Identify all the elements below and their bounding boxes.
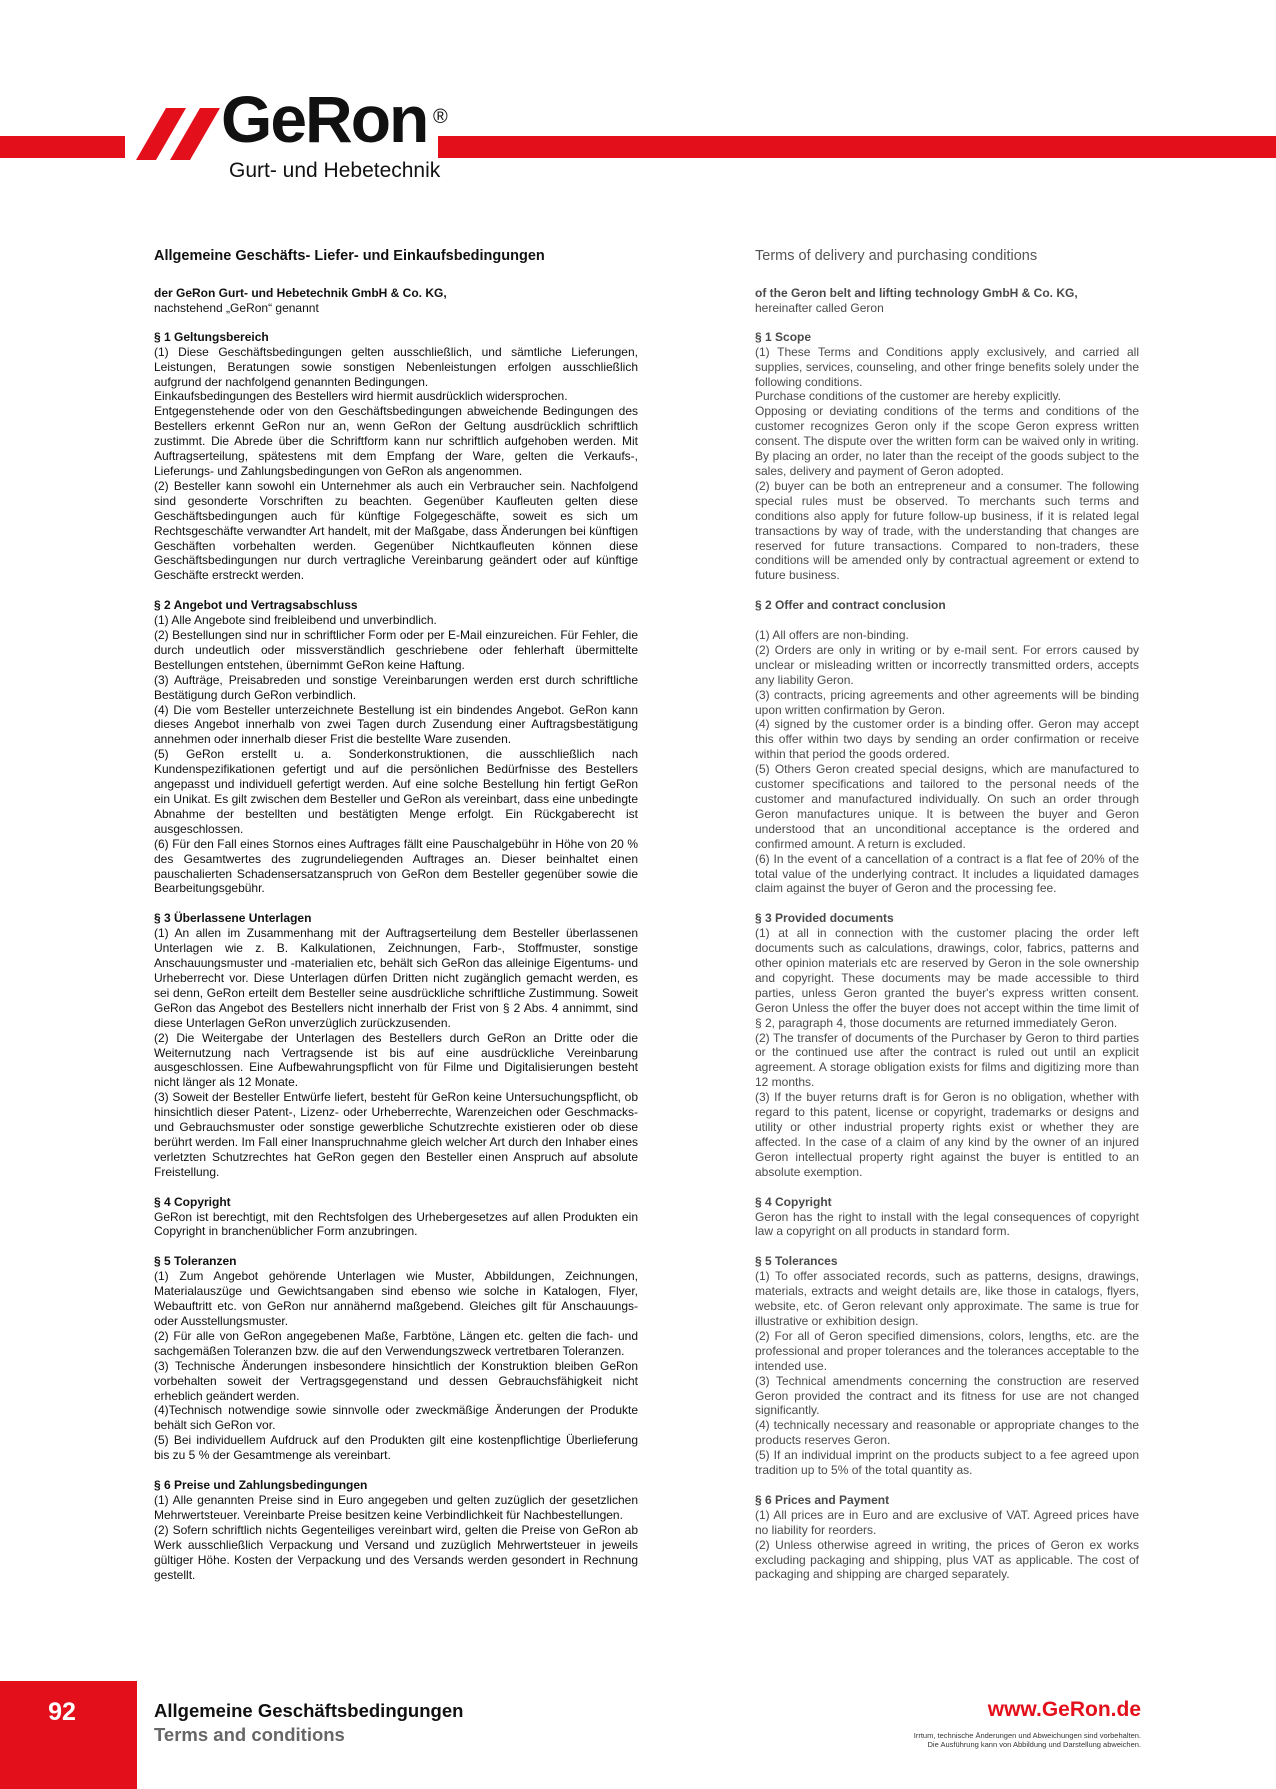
disclaimer-line-1: Irrtum, technische Änderungen und Abweichungen sind vorbehalten.: [913, 1731, 1141, 1740]
section-paragraph: (4) signed by the customer order is a binding offer. Geron may accept this offer within two days by sending an order confirmation or receive within that period the goods ordered.: [755, 717, 1139, 762]
german-intro-company: der GeRon Gurt- und Hebetechnik GmbH & Co. KG,: [154, 286, 447, 300]
english-intro-company: of the Geron belt and lifting technology GmbH & Co. KG,: [755, 286, 1078, 300]
section-paragraph: (2) Bestellungen sind nur in schriftlicher Form oder per E-Mail einzureichen. Für Fehler, die durch undeutlich oder missverständlich geschriebene oder fehlerhaft übermittelte Bestellungen entstehen, übernimmt GeRon keine Haftung.: [154, 628, 638, 672]
section-heading: § 2 Offer and contract conclusion: [755, 598, 946, 613]
section-heading: § 4 Copyright: [154, 1194, 231, 1209]
section-heading: § 6 Preise und Zahlungsbedingungen: [154, 1478, 368, 1493]
section-paragraph: (2) Besteller kann sowohl ein Unternehmer als auch ein Verbraucher sein. Nachfolgend sind gesonderte Vorschriften zu beachten. Gegenüber Kaufleuten gelten diese Geschäftsbedingungen auch für künftige Folgegeschäfte, soweit es sich um Rechtsgeschäfte verwandter Art handelt, mit der Maßgabe, dass Änderungen bei künftigen Geschäften vorbehalten werden. Gegenüber Nichtkaufleuten können diese Geschäftsbedingungen nur durch vertragliche Vereinbarung geändert oder auf künftige Geschäfte erstreckt werden.: [154, 478, 638, 583]
section-paragraph: (2) Orders are only in writing or by e-mail sent. For errors caused by unclear or misleading written or incorrectly transmitted orders, accepts any liability Geron.: [755, 642, 1139, 687]
section-heading: § 6 Prices and Payment: [755, 1492, 890, 1507]
footer-subtitle: Terms and conditions: [154, 1724, 345, 1745]
website-link[interactable]: www.GeRon.de: [987, 1698, 1141, 1721]
section-paragraph: (4)Technisch notwendige sowie sinnvolle oder zweckmäßige Änderungen der Produkte behält sich GeRon vor.: [154, 1403, 638, 1433]
section-heading: § 1 Geltungsbereich: [154, 329, 269, 344]
german-title: Allgemeine Geschäfts- Liefer- und Einkaufsbedingungen: [154, 248, 545, 264]
section: [154, 1478, 638, 1582]
section: [154, 1254, 638, 1463]
section-paragraph: (1) All prices are in Euro and are exclusive of VAT. Agreed prices have no liability for reorders.: [755, 1507, 1139, 1537]
section-paragraph: [755, 613, 1139, 628]
section-heading: § 4 Copyright: [755, 1194, 832, 1209]
section-paragraph: (1) To offer associated records, such as patterns, designs, drawings, materials, extracts and weight details are, like those in catalogs, flyers, website, etc. of Geron relevant only approximate. The same is true for illustrative or exhibition design.: [755, 1269, 1139, 1328]
section: [154, 598, 638, 896]
logo-slashes-icon: [118, 108, 228, 160]
section: [755, 1493, 1139, 1582]
section-paragraph: Entgegenstehende oder von den Geschäftsbedingungen abweichende Bedingungen des Bestellers erkennt GeRon nur an, wenn GeRon der Geltung ausdrücklich schriftlich zustimmt. Die Abrede über die Schriftform kann nur schriftlich aufgehoben werden. Mit Auftragserteilung, spätestens mit dem Empfang der Ware, gelten die Verkaufs-, Lieferungs- und Zahlungsbedingungen von GeRon als angenommen.: [154, 404, 638, 478]
section-paragraph: (5) If an individual imprint on the products subject to a fee agreed upon tradition up to 5% of the total quantity as.: [755, 1448, 1139, 1478]
page-number: 92: [48, 1698, 76, 1726]
logo-registered-mark: ®: [433, 106, 448, 128]
section: [755, 330, 1139, 583]
header-red-bar-left: [0, 136, 125, 158]
german-intro-alias: nachstehend „GeRon“ genannt: [154, 300, 319, 315]
english-sections: [755, 330, 1139, 1583]
section: [154, 330, 638, 583]
section-paragraph: (4) technically necessary and reasonable or appropriate changes to the products reserves Geron.: [755, 1418, 1139, 1448]
section: [755, 911, 1139, 1179]
section-paragraph: Einkaufsbedingungen des Bestellers wird hiermit ausdrücklich widersprochen.: [154, 389, 568, 404]
section-paragraph: (2) Für alle von GeRon angegebenen Maße, Farbtöne, Längen etc. gelten die fach- und sachgemäßen Toleranzen bzw. die auf den Verwendungszweck vertretbaren Toleranzen.: [154, 1328, 638, 1358]
section: [154, 911, 638, 1179]
section-paragraph: (3) Aufträge, Preisabreden und sonstige Vereinbarungen werden erst durch schriftliche Bestätigung durch GeRon verbindlich.: [154, 672, 638, 702]
section-heading: § 5 Toleranzen: [154, 1254, 237, 1269]
section: [755, 598, 1139, 896]
german-column: [154, 247, 638, 1597]
english-intro-alias: hereinafter called Geron: [755, 300, 884, 315]
english-title: Terms of delivery and purchasing conditions: [755, 248, 1038, 264]
section-paragraph: (1) Alle genannten Preise sind in Euro angegeben und gelten zuzüglich der gesetzlichen Mehrwertsteuer. Vereinbarte Preise besitzen keine Verbindlichkeit für Nachbestellungen.: [154, 1492, 638, 1522]
section-paragraph: (2) The transfer of documents of the Purchaser by Geron to third parties or the continued use after the contract is ruled out until an explicit agreement. A storage obligation exists for films and digitizing more than 12 months.: [755, 1030, 1139, 1090]
section-paragraph: (4) Die vom Besteller unterzeichnete Bestellung ist ein bindendes Angebot. GeRon kann dieses Angebot innerhalb von zwei Tagen durch Zusendung einer Auftragsbestätigung annehmen oder innerhalb dieser Frist die bestellte Ware zusenden.: [154, 702, 638, 747]
footer-title: Allgemeine Geschäftsbedingungen: [154, 1700, 464, 1721]
section-paragraph: (3) Technical amendments concerning the construction are reserved Geron provided the contract and its fitness for use are not changed significantly.: [755, 1373, 1139, 1418]
section-paragraph: (1) All offers are non-binding.: [755, 628, 909, 643]
section-paragraph: (2) For all of Geron specified dimensions, colors, lengths, etc. are the professional and proper tolerances and the tolerances acceptable to the intended use.: [755, 1328, 1139, 1373]
section-paragraph: (2) buyer can be both an entrepreneur and a consumer. The following special rules must be observed. To merchants such terms and conditions also apply for future follow-up business, if it is related legal transactions by way of trade, with the understanding that changes are reserved for future transactions. Compared to non-traders, these conditions will be amended only by contractual agreement or extend to future business.: [755, 478, 1139, 583]
section-paragraph: (3) Technische Änderungen insbesondere hinsichtlich der Konstruktion bleiben GeRon vorbehalten soweit der Vertragsgegenstand und dessen Gebrauchsfähigkeit nicht erheblich geändert werden.: [154, 1358, 638, 1403]
section-paragraph: (1) An allen im Zusammenhang mit der Auftragserteilung dem Besteller überlassenen Unterlagen wie z. B. Kalkulationen, Zeichnungen, Farb-, Stoffmuster, sonstige Anschauungsmuster und -materialien etc, behält sich GeRon das alleinige Eigentums- und Urheberrecht vor. Diese Unterlagen dürfen Dritten nicht zugänglich gemacht werden, es sei denn, GeRon erteilt dem Besteller seine ausdrückliche schriftliche Zustimmung. Soweit GeRon das Angebot des Bestellers nicht innerhalb der Frist von § 2 Abs. 4 annimmt, sind diese Unterlagen GeRon unverzüglich zurückzusenden.: [154, 926, 638, 1030]
header-red-bar-right: [438, 136, 1276, 158]
german-sections: [154, 330, 638, 1583]
section-heading: § 1 Scope: [755, 329, 812, 344]
section-paragraph: (5) Others Geron created special designs, which are manufactured to customer specifications and tailored to the personal needs of the customer and manufactured individually. On such an order through Geron manufactures unique. It is between the buyer and Geron understood that an unconditional acceptance is the ordered and confirmed amount. A return is excluded.: [755, 762, 1139, 851]
section-paragraph: (3) Soweit der Besteller Entwürfe liefert, besteht für GeRon keine Untersuchungspflicht, ob hinsichtlich dieser Patent-, Lizenz- oder Urheberrechte, Warenzeichen oder Geschmacks- und Gebrauchsmuster oder sonstige gewerbliche Schutzrechte existieren oder ob diese berührt werden. Im Fall einer Inanspruchnahme gleich welcher Art durch den Inhaber eines verletzten Schutzrechtes hat GeRon gegen den Besteller einen Anspruch auf absolute Freistellung.: [154, 1090, 638, 1179]
section-heading: § 5 Tolerances: [755, 1254, 838, 1269]
section-paragraph: (5) GeRon erstellt u. a. Sonderkonstruktionen, die ausschließlich nach Kundenspezifikationen gefertigt und auf die persönlichen Bedürfnisse des Bestellers angepasst und individuell gefertigt werden. Auf eine solche Bestellung hin fertigt GeRon ein Unikat. Es gilt zwischen dem Besteller und GeRon als vereinbart, dass eine unbedingte Abnahme der bestellten und bestätigten Menge erfolgt. Ein Rückgaberecht ist ausgeschlossen.: [154, 747, 638, 836]
section-heading: § 2 Angebot und Vertragsabschluss: [154, 598, 358, 613]
section-heading: § 3 Überlassene Unterlagen: [154, 911, 312, 926]
section-paragraph: (3) contracts, pricing agreements and other agreements will be binding upon written confirmation by Geron.: [755, 687, 1139, 717]
section: [755, 1195, 1139, 1240]
section-paragraph: Geron has the right to install with the legal consequences of copyright law a copyright on all products in standard form.: [755, 1209, 1139, 1239]
section-paragraph: (1) These Terms and Conditions apply exclusively, and carried all supplies, services, counseling, and other fringe benefits solely under the following conditions.: [755, 344, 1139, 389]
section-paragraph: Opposing or deviating conditions of the terms and conditions of the customer recognizes Geron only if the scope Geron express written consent. The dispute over the written form can be waived only in writing. By placing an order, no later than the receipt of the goods subject to the sales, delivery and payment of Geron adopted.: [755, 404, 1139, 478]
disclaimer-note: [914, 1731, 1141, 1749]
section-heading: § 3 Provided documents: [755, 911, 894, 926]
section-paragraph: (1) Diese Geschäftsbedingungen gelten ausschließlich, und sämtliche Lieferungen, Leistungen, Beratungen sowie sonstigen Nebenleistungen erfolgen ausschließlich aufgrund der nachfolgend genannten Bedingungen.: [154, 344, 638, 389]
section-paragraph: (1) at all in connection with the customer placing the order left documents such as calculations, drawings, color, fabrics, patterns and other opinion materials etc are reserved by Geron in the sole ownership and copyright. These documents may be made accessible to third parties, unless Geron granted the buyer's express written consent. Geron Unless the offer the buyer does not accept within the time limit of § 2, paragraph 4, those documents are returned immediately Geron.: [755, 926, 1139, 1030]
section-paragraph: (6) Für den Fall eines Stornos eines Auftrages fällt eine Pauschalgebühr in Höhe von 20 % des Gesamtwertes des zugrundeliegenden Auftrages an. Dieser beinhaltet einen pauschalierten Schadensersatzanspruch von GeRon dem Besteller gegenüber sowie die Bearbeitungsgebühr.: [154, 836, 638, 896]
section-paragraph: GeRon ist berechtigt, mit den Rechtsfolgen des Urhebergesetzes auf allen Produkten ein Copyright in branchenüblicher Form anzubringen.: [154, 1209, 638, 1239]
page-header: [0, 0, 1276, 200]
logo-tagline: Gurt- und Hebetechnik: [229, 159, 441, 182]
english-column: [755, 247, 1139, 1597]
section-paragraph: (1) Zum Angebot gehörende Unterlagen wie Muster, Abbildungen, Zeichnungen, Materialauszüge und Gewichtsangaben sind ebenso wie solche in Katalogen, Flyer, Webauftritt etc. von GeRon nur annähernd maßgebend. Gleiches gilt für Anschauungs- oder Ausstellungsmuster.: [154, 1269, 638, 1328]
logo-wordmark: GeRon: [221, 82, 428, 156]
section-paragraph: (2) Die Weitergabe der Unterlagen des Bestellers durch GeRon an Dritte oder die Weiternutzung nach Vertragsende ist bis auf eine ausdrückliche Vereinbarung ausgeschlossen. Eine Aufbewahrungspflicht von für Filme und Digitalisierungen besteht nicht länger als 12 Monate.: [154, 1030, 638, 1090]
section: [755, 1254, 1139, 1478]
section-paragraph: (6) In the event of a cancellation of a contract is a flat fee of 20% of the total value of the underlying contract. It includes a liquidated damages claim against the buyer of Geron and the processing fee.: [755, 851, 1139, 896]
section-paragraph: (5) Bei individuellem Aufdruck auf den Produkten gilt eine kostenpflichtige Überlieferung bis zu 5 % der Gesamtmenge als vereinbart.: [154, 1433, 638, 1463]
section-paragraph: (3) If the buyer returns draft is for Geron is no obligation, whether with regard to this patent, license or copyright, trademarks or designs and utility or other industrial property rights exist or whether they are affected. In the case of a claim of any kind by the owner of an injured Geron intellectual property right against the buyer is entitled to an absolute exemption.: [755, 1090, 1139, 1179]
section-paragraph: (2) Sofern schriftlich nichts Gegenteiliges vereinbart wird, gelten die Preise von GeRon ab Werk ausschließlich Verpackung und Versand und zuzüglich Mehrwertsteuer in jeweils gültiger Höhe. Kosten der Verpackung und des Versands werden gesondert in Rechnung gestellt.: [154, 1522, 638, 1582]
disclaimer-line-2: Die Ausführung kann von Abbildung und Darstellung abweichen.: [927, 1740, 1141, 1749]
section-paragraph: Purchase conditions of the customer are hereby explicitly.: [755, 389, 1061, 404]
section: [154, 1195, 638, 1240]
section-paragraph: (1) Alle Angebote sind freibleibend und unverbindlich.: [154, 613, 437, 628]
section-paragraph: (2) Unless otherwise agreed in writing, the prices of Geron ex works excluding packaging and shipping, plus VAT as applicable. The cost of packaging and shipping are charged separately.: [755, 1537, 1139, 1582]
